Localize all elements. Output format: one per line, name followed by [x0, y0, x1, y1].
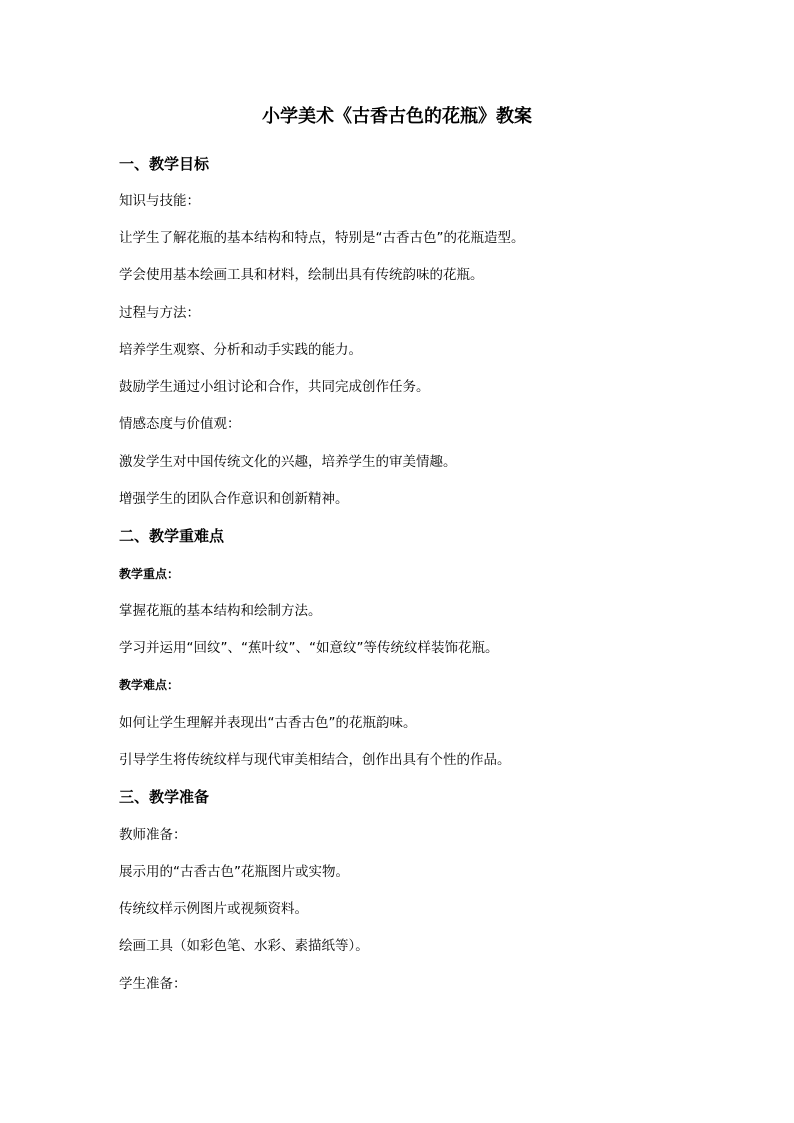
paragraph: 如何让学生理解并表现出“古香古色”的花瓶韵味。: [119, 715, 417, 731]
section-heading-key-difficult-points: 二、教学重难点: [119, 527, 225, 545]
label-teacher-preparation: 教师准备：: [119, 827, 187, 843]
paragraph: 引导学生将传统纹样与现代审美相结合，创作出具有个性的作品。: [119, 752, 511, 768]
paragraph: 激发学生对中国传统文化的兴趣，培养学生的审美情趣。: [119, 454, 457, 470]
paragraph: 培养学生观察、分析和动手实践的能力。: [119, 342, 362, 358]
paragraph: 鼓励学生通过小组讨论和合作，共同完成创作任务。: [119, 379, 430, 395]
label-knowledge-skills: 知识与技能：: [119, 193, 200, 209]
document-title: 小学美术《古香古色的花瓶》教案: [262, 106, 532, 127]
paragraph: 传统纹样示例图片或视频资料。: [119, 901, 308, 917]
paragraph: 让学生了解花瓶的基本结构和特点，特别是“古香古色”的花瓶造型。: [119, 230, 525, 246]
label-process-methods: 过程与方法：: [119, 305, 200, 321]
paragraph: 增强学生的团队合作意识和创新精神。: [119, 491, 349, 507]
paragraph: 掌握花瓶的基本结构和绘制方法。: [119, 603, 322, 619]
label-teaching-key-points: 教学重点：: [119, 567, 180, 581]
section-heading-teaching-goals: 一、教学目标: [119, 155, 210, 173]
label-student-preparation: 学生准备：: [119, 976, 187, 992]
paragraph: 绘画工具（如彩色笔、水彩、素描纸等）。: [119, 938, 369, 954]
label-emotion-values: 情感态度与价值观：: [119, 416, 241, 432]
paragraph: 展示用的“古香古色”花瓶图片或实物。: [119, 864, 349, 880]
label-teaching-difficult-points: 教学难点：: [119, 678, 180, 692]
section-heading-teaching-preparation: 三、教学准备: [119, 788, 210, 806]
paragraph: 学会使用基本绘画工具和材料，绘制出具有传统韵味的花瓶。: [119, 267, 484, 283]
paragraph: 学习并运用“回纹”、“蕉叶纹”、“如意纹”等传统纹样装饰花瓶。: [119, 640, 499, 656]
